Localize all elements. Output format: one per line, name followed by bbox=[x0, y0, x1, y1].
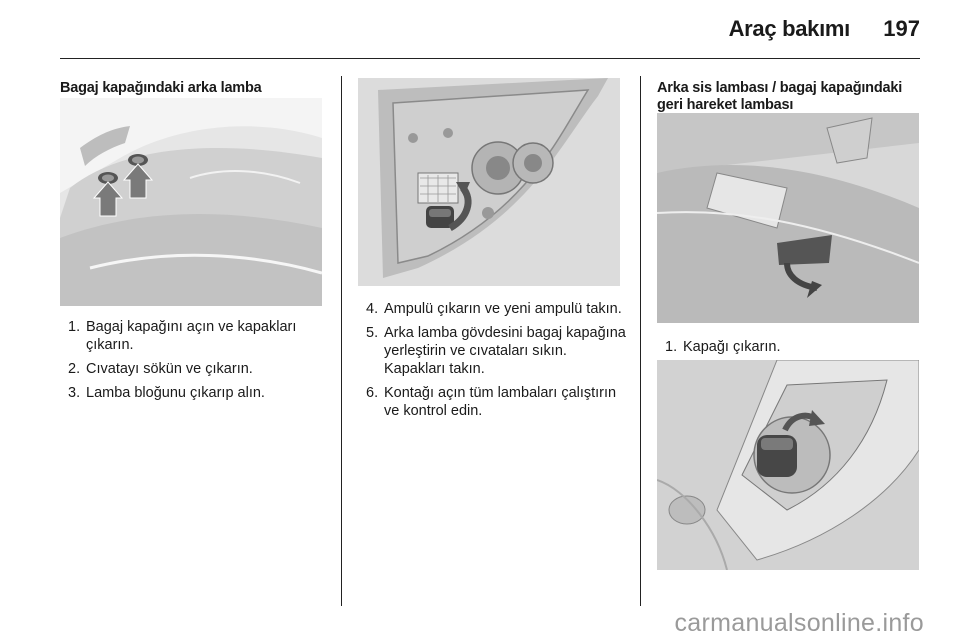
list-item: 6. Kontağı açın tüm lambaları çalıştırın ve kontrol edin. bbox=[366, 385, 617, 419]
list-item: 1. Kapağı çıkarın. bbox=[665, 339, 781, 355]
list-item: 3. Lamba bloğunu çıkarıp alın. bbox=[68, 385, 265, 401]
list-item: 5. Arka lamba gövdesini bagaj kapağına yerleştirin ve cıvataları sıkın. Kapakları takın. bbox=[366, 325, 626, 377]
steps-list-col3 bbox=[657, 338, 922, 362]
figure-fog-lamp-bulb bbox=[657, 360, 919, 570]
page-number: 197 bbox=[883, 16, 920, 41]
steps-list-col2 bbox=[358, 300, 628, 426]
list-item: 2. Cıvatayı sökün ve çıkarın. bbox=[68, 361, 253, 377]
column-divider-1 bbox=[341, 76, 342, 606]
list-item: 4. Ampulü çıkarın ve yeni ampulü takın. bbox=[366, 301, 622, 317]
steps-list-col1 bbox=[60, 318, 330, 408]
figure-lamp-housing-bulb bbox=[358, 78, 620, 286]
section-title-rear-lamp: Bagaj kapağındaki arka lamba bbox=[60, 80, 262, 96]
column-divider-2 bbox=[640, 76, 641, 606]
figure-tailgate-covers bbox=[60, 98, 322, 306]
figure-fog-lamp-cover bbox=[657, 113, 919, 323]
header-rule bbox=[60, 58, 920, 59]
list-item: 1. Bagaj kapağını açın ve kapakları çıkarın. bbox=[68, 319, 297, 353]
watermark: carmanualsonline.info bbox=[674, 609, 924, 637]
running-header-section: Araç bakımı bbox=[728, 16, 850, 41]
section-title-fog-reverse-lamp: Arka sis lambası / bagaj kapağındaki geri hareket lambası bbox=[657, 80, 903, 113]
